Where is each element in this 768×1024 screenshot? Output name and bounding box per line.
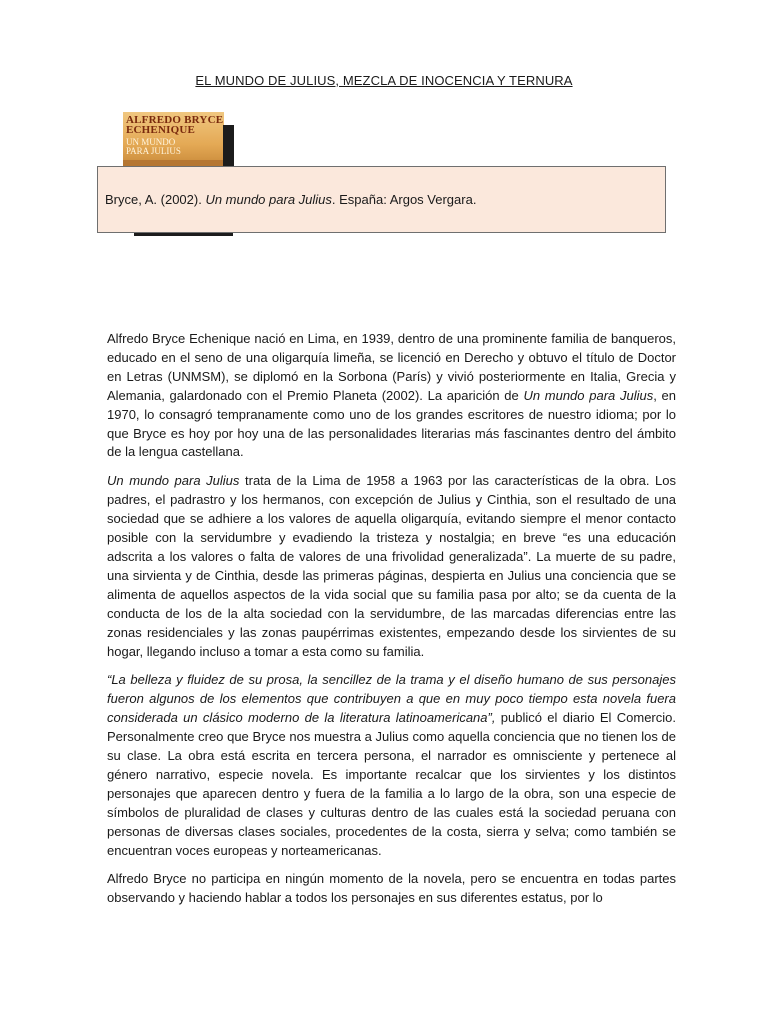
p1-book-title: Un mundo para Julius: [523, 387, 654, 403]
citation-suffix: . España: Argos Vergara.: [331, 192, 477, 207]
paragraph-1: [107, 330, 676, 462]
citation-box: [97, 166, 666, 233]
citation-prefix: Bryce, A. (2002).: [105, 192, 206, 207]
cover-title-line2: PARA JULIUS: [126, 146, 181, 156]
p1-text-b: , en 1970, lo consagró tempranamente como uno de los grandes escritores de nuestro idioma; por lo que Bryce es hoy por hoy una de las personalidades literarias más fascinantes dentro del ámbito de la lengua castellana.: [107, 387, 676, 460]
cover-author-line: ALFREDO BRYCE: [126, 114, 224, 126]
citation-text: [105, 192, 476, 207]
p2-book-title: Un mundo para Julius: [107, 473, 240, 489]
paragraph-3: [107, 671, 676, 860]
paragraph-4: Alfredo Bryce no participa en ningún momento de la novela, pero se encuentra en todas partes observando y haciendo hablar a todos los personajes en sus diferentes estatus, por lo: [107, 871, 676, 906]
book-cover-image: [123, 112, 224, 166]
citation-book-title: Un mundo para Julius: [205, 192, 332, 207]
document-title: EL MUNDO DE JULIUS, MEZCLA DE INOCENCIA Y TERNURA: [195, 73, 573, 88]
p2-text: trata de la Lima de 1958 a 1963 por las características de la obra. Los padres, el padrastro y los hermanos, con excepción de Julius y Cinthia, son el resultado de una sociedad que se adhiere a los valores de aquella oligarquía, evitando siempre el menor contacto posible con la servidumbre y evadiendo la tristeza y nostalgia; en breve “es una educación adscrita a los valores o falta de valores de una frivolidad generalizada”. La muerte de su padre, una sirvienta y de Cinthia, desde las primeras páginas, despierta en Julius una conciencia que se alimenta de aquellos aspectos de la vida social que su familia pasa por alto; se da cuenta de la conducta de los de la alta sociedad con la servidumbre, de las marcadas diferencias entre las zonas residenciales y las zonas paupérrimas existentes, empezando desde los sirvientes de su hogar, llegando incluso a tomar a esta como su familia.: [107, 473, 676, 659]
citation-box-shadow: [134, 233, 233, 236]
paragraph-2: [107, 472, 676, 661]
p3-text: publicó el diario El Comercio. Personalmente creo que Bryce nos muestra a Julius como aquella conciencia que no tienen los de su clase. La obra está escrita en tercera persona, el narrador es omnisciente y pertenece al género narrativo, especie novela. Es importante recalcar que los sirvientes y los distintos personajes que aparecen dentro y fuera de la familia a lo largo de la obra, son una especie de símbolos de pluralidad de clases y culturas dentro de las cuales está la sociedad peruana con personas de diversas clases sociales, procedentes de la costa, sierra y selva; como también se encuentran voces europeas y norteamericanas.: [107, 710, 676, 858]
cover-shadow: [223, 125, 234, 167]
cover-author-surname: ECHENIQUE: [126, 124, 196, 136]
cover-title-line1: UN MUNDO: [126, 137, 176, 147]
body-text: [107, 330, 676, 918]
p1-text-a: Alfredo Bryce Echenique nació en Lima, en 1939, dentro de una prominente familia de banqueros, educado en el seno de una oligarquía limeña, se licenció en Derecho y obtuvo el título de Doctor en Letras (UNMSM), se diplomó en la Sorbona (París) y vivió posteriormente en Italia, Grecia y Alemania, galardonado con el Premio Planeta (2002). La aparición de: [107, 331, 676, 403]
p3-quote: “La belleza y fluidez de su prosa, la sencillez de la trama y el diseño humano de sus personajes fueron algunos de los elementos que contribuyen a que en muy poco tiempo esta novela fuera considerada un clásico moderno de la literatura latinoamericana”,: [107, 672, 676, 726]
